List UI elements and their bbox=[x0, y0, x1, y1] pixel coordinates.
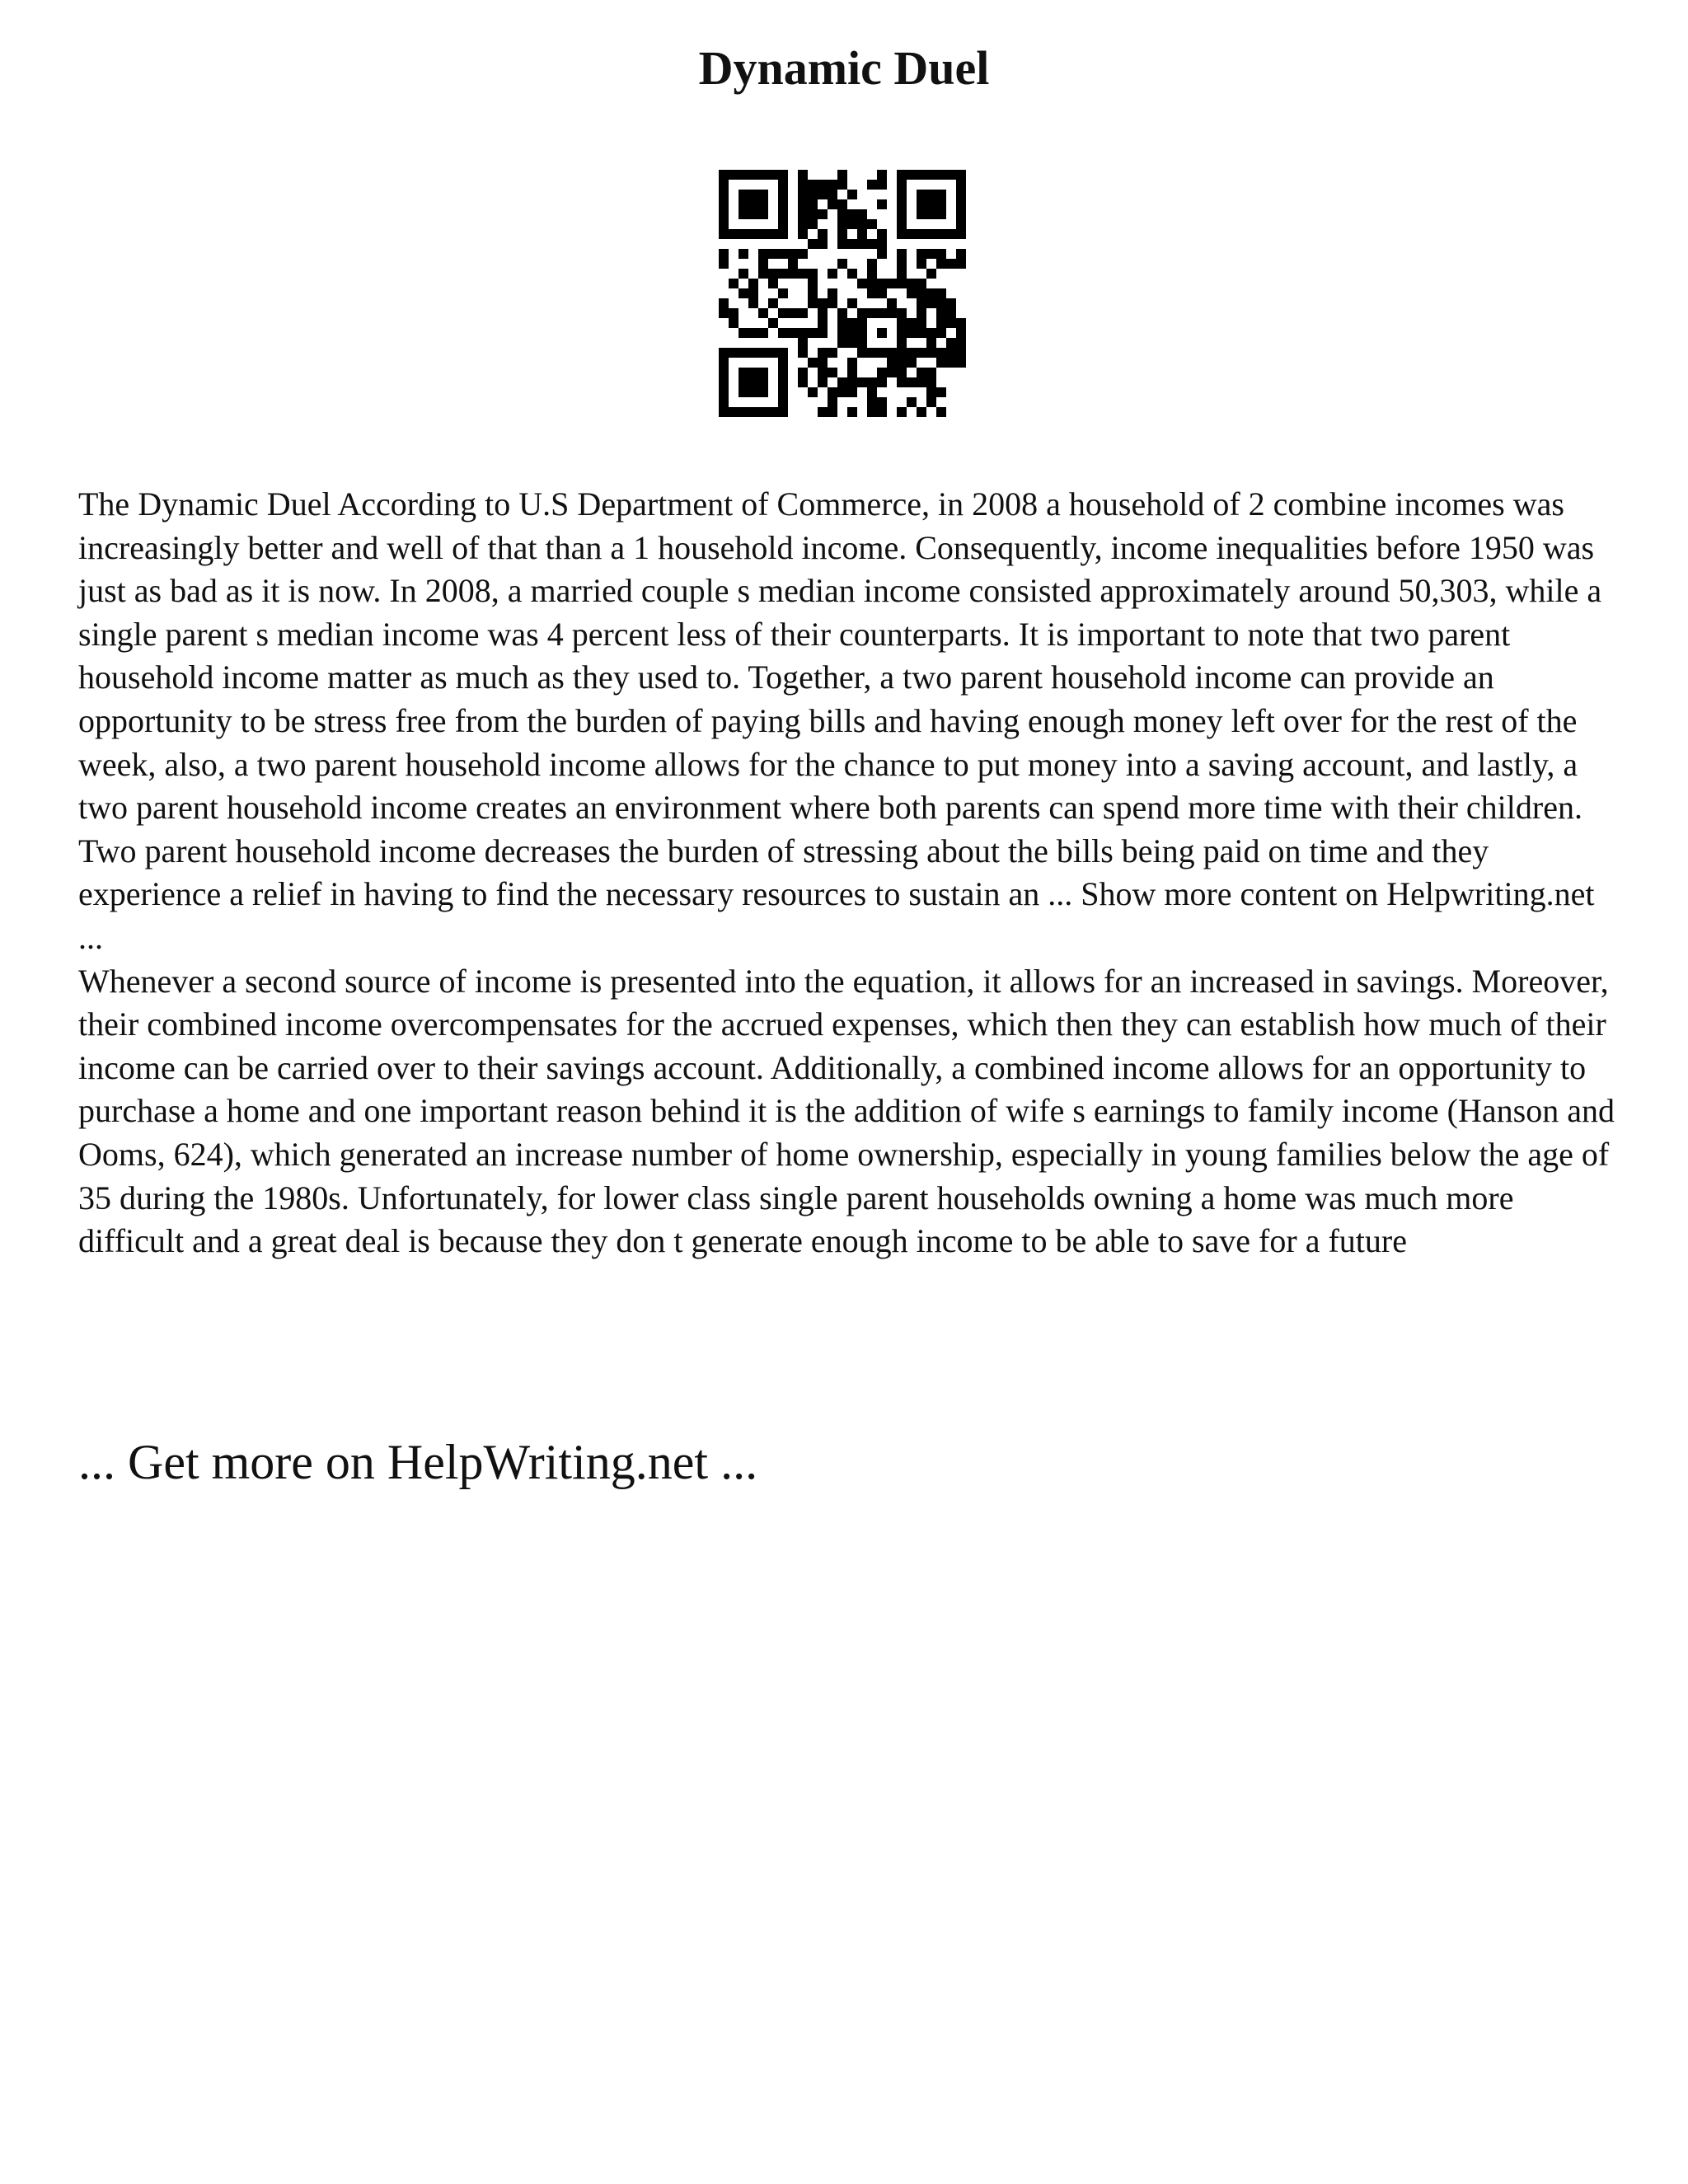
get-more-link[interactable]: ... Get more on HelpWriting.net ... bbox=[78, 1435, 758, 1489]
document-title: Dynamic Duel bbox=[698, 41, 990, 95]
paragraph-2: Whenever a second source of income is presented into the equation, it allows for an increased in savings. Moreover, their combined income overcompensates for the accrued expenses, which then they can establish how much of their income can be carried over to their savings account. Additionally, a combined income allows for an opportunity to purchase a home and one important reason behind it is the addition of wife s earnings to family income (Hanson and Ooms, 624), which generated an increase number of home ownership, especially in young families below the age of 35 during the 1980s. Unfortunately, for lower class single parent households owning a home was much more difficult and a great deal is because they don t generate enough income to be able to save for a future bbox=[78, 962, 1615, 1260]
qr-code-icon bbox=[719, 170, 966, 417]
document-body bbox=[78, 483, 1620, 1263]
paragraph-1: The Dynamic Duel According to U.S Department of Commerce, in 2008 a household of 2 combine incomes was increasingly better and well of that than a 1 household income. Consequently, income inequalities before 1950 was just as bad as it is now. In 2008, a married couple s median income consisted approximately around 50,303, while a single parent s median income was 4 percent less of their counterparts. It is important to note that two parent household income matter as much as they used to. Together, a two parent household income can provide an opportunity to be stress free from the burden of paying bills and having enough money left over for the rest of the week, also, a two parent household income allows for the chance to put money into a saving account, and lastly, a two parent household income creates an environment where both parents can spend more time with their children. Two parent household income decreases the burden of stressing about the bills being paid on time and they experience a relief in having to find the necessary resources to sustain an ... Show more content on Helpwriting.net ... bbox=[78, 485, 1602, 956]
